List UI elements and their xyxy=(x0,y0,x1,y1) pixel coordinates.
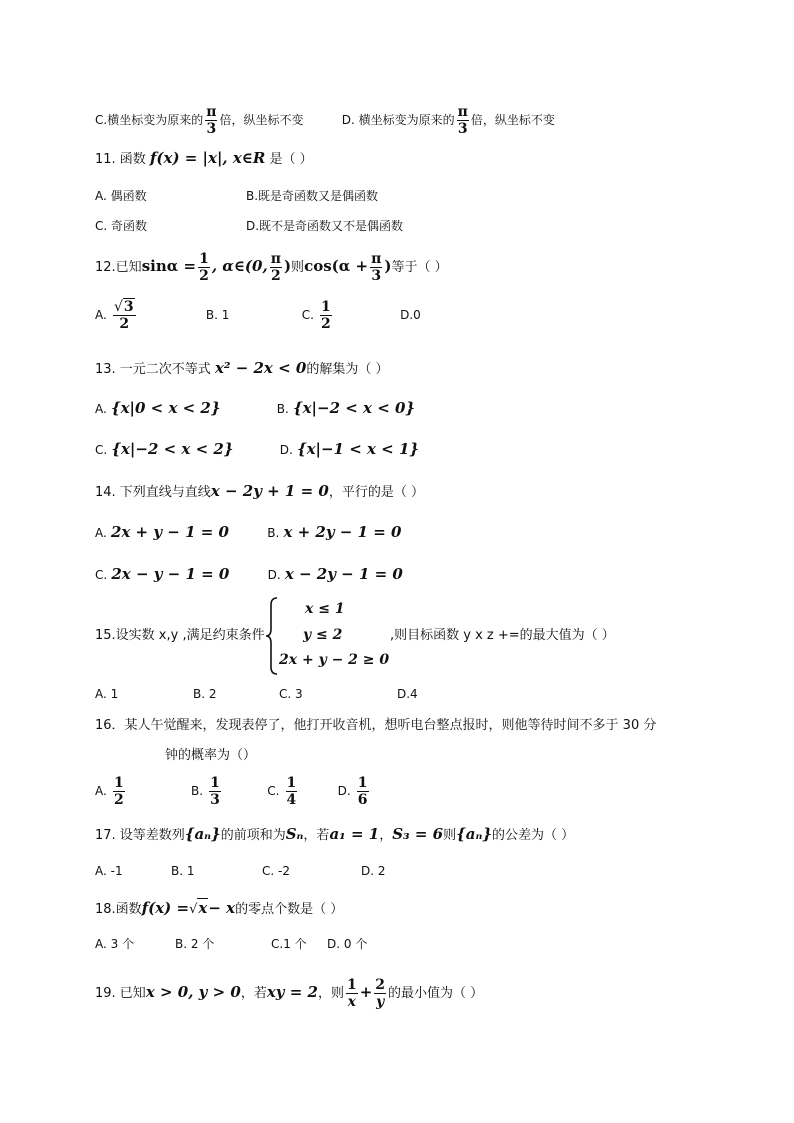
q11-option-b: B.既是奇函数又是偶函数 xyxy=(246,189,379,203)
q12-stem-text: 12.已知 xyxy=(95,260,142,275)
q15-constraint-1: x ≤ 1 xyxy=(305,601,345,617)
q11-stem-tail: 是（ ） xyxy=(269,152,313,167)
q18-option-d: D. 0 个 xyxy=(327,937,368,951)
q15-stem-tail: ,则目标函数 y x z +=的最大值为（ ） xyxy=(390,628,615,643)
q10-option-d-fraction: $\frac{\pi}{3}$ xyxy=(457,104,468,137)
q17-option-a: A. -1 xyxy=(95,864,123,878)
q13-stem-text: 13. 一元二次不等式 xyxy=(95,362,211,377)
q13-options-ab xyxy=(95,398,415,420)
q14-option-c: 2x − y − 1 = 0 xyxy=(111,565,230,583)
q13-stem xyxy=(95,358,388,380)
q12-option-a-label: A. xyxy=(95,308,107,322)
q16-stem-line-1: 16．某人午觉醒来，发现表停了，他打开收音机，想听电台整点报时，则他等待时间不多于 30 分 xyxy=(95,718,657,733)
q14-stem-text: 14. 下列直线与直线 xyxy=(95,485,211,500)
q12-then: 则 xyxy=(291,260,305,275)
q12-sin: sinα = xyxy=(141,257,197,275)
q13-option-d: {x|−1 < x < 1} xyxy=(296,440,420,458)
q14-option-c-label: C. xyxy=(95,568,108,582)
q18-minus-x: − x xyxy=(208,899,236,917)
q15-option-d: D.4 xyxy=(397,687,418,701)
q18-option-c: C.1 个 xyxy=(271,937,307,951)
q13-option-b-label: B. xyxy=(276,402,289,416)
q14-option-a-label: A. xyxy=(95,526,107,540)
q13-option-a: {x|0 < x < 2} xyxy=(110,399,221,417)
q14-options-cd xyxy=(95,564,403,586)
sqrt-icon: √x xyxy=(189,899,208,917)
q18-fx: f(x) = xyxy=(141,899,190,917)
q15-constraint-system xyxy=(265,597,390,675)
q18-stem-text: 18.函数 xyxy=(95,902,142,917)
q17-option-d: D. 2 xyxy=(361,864,386,878)
q15-option-a: A. 1 xyxy=(95,687,119,701)
q17-sn: Sₙ xyxy=(285,825,304,843)
q14-math: x − 2y + 1 = 0 xyxy=(210,482,329,500)
q12-fraction-1: $\frac{1}{2}$ xyxy=(199,251,209,284)
q13-option-b: {x|−2 < x < 0} xyxy=(292,399,416,417)
q14-option-d: x − 2y − 1 = 0 xyxy=(284,565,403,583)
q12-option-c-label: C. xyxy=(301,308,314,322)
q11-math: f(x) = |x|, x∈R xyxy=(149,149,266,167)
q14-stem xyxy=(95,481,424,503)
q16-option-c-fraction: $\frac{1}{4}$ xyxy=(286,775,297,808)
q17-then: 则 xyxy=(443,828,457,843)
q13-option-d-label: D. xyxy=(279,443,293,457)
q13-math: x² − 2x < 0 xyxy=(214,359,307,377)
q13-option-c-label: C. xyxy=(95,443,108,457)
q14-option-a: 2x + y − 1 = 0 xyxy=(110,523,229,541)
q11-stem-text: 11. 函数 xyxy=(95,152,146,167)
q12-stem-tail: 等于（ ） xyxy=(391,260,448,275)
q19-stem-c: ，则 xyxy=(317,986,344,1001)
q19-condition: x > 0, y > 0 xyxy=(145,983,241,1001)
q13-options-cd xyxy=(95,439,419,461)
brace-icon xyxy=(265,597,279,675)
q15-option-b: B. 2 xyxy=(193,687,217,701)
q17-sequence: {aₙ} xyxy=(184,825,221,843)
q12-option-a-fraction: $\frac{√3}{2}$ xyxy=(113,299,134,332)
q19-fraction-1: $\frac{1}{x}$ xyxy=(346,977,357,1010)
q14-stem-tail: ，平行的是（ ） xyxy=(328,485,424,500)
q10-option-c-tail: 倍，纵坐标不变 xyxy=(219,113,304,127)
q11-option-a: A. 偶函数 xyxy=(95,189,147,203)
q17-option-b: B. 1 xyxy=(171,864,195,878)
q19-plus: + xyxy=(359,983,373,1001)
q17-stem-tail: 的公差为（ ） xyxy=(491,828,575,843)
q16-option-a-label: A. xyxy=(95,784,107,798)
q18-stem xyxy=(95,898,343,920)
q17-option-c: C. -2 xyxy=(262,864,290,878)
q15-option-c: C. 3 xyxy=(279,687,303,701)
q11-option-d: D.既不是奇函数又不是偶函数 xyxy=(246,219,404,233)
q16-option-b-label: B. xyxy=(190,784,204,798)
q18-option-a: A. 3 个 xyxy=(95,937,135,951)
q19-xy: xy = 2 xyxy=(266,983,318,1001)
q19-stem xyxy=(95,978,483,1009)
q13-option-c: {x|−2 < x < 2} xyxy=(111,440,234,458)
q12-close-paren-2: ) xyxy=(384,257,392,275)
q15-constraint-3: 2x + y − 2 ≥ 0 xyxy=(279,652,390,668)
q17-stem-c: ，若 xyxy=(303,828,330,843)
q14-option-d-label: D. xyxy=(267,568,281,582)
q11-stem xyxy=(95,148,313,170)
q11-option-c: C. 奇函数 xyxy=(95,219,148,233)
q14-options-ab xyxy=(95,522,401,544)
q19-stem-text: 19. 已知 xyxy=(95,986,146,1001)
q18-option-b: B. 2 个 xyxy=(175,937,215,951)
q16-option-a-fraction: $\frac{1}{2}$ xyxy=(113,775,124,808)
q16-option-b-fraction: $\frac{1}{3}$ xyxy=(210,775,220,808)
q16-option-d-fraction: $\frac{1}{6}$ xyxy=(357,775,368,808)
q15-constraint-2: y ≤ 2 xyxy=(303,627,343,643)
q10-option-c-fraction: $\frac{\pi}{3}$ xyxy=(206,104,217,137)
q12-fraction-3: $\frac{\pi}{3}$ xyxy=(371,251,382,284)
q19-stem-tail: 的最小值为（ ） xyxy=(388,986,484,1001)
q12-cos: cos(α + xyxy=(304,257,369,275)
q10-option-c-text: C.横坐标变为原来的 xyxy=(95,113,204,127)
q12-fraction-2: $\frac{\pi}{2}$ xyxy=(270,251,281,284)
q10-options xyxy=(95,105,555,136)
q12-option-d: D.0 xyxy=(400,308,421,322)
q10-option-d-tail: 倍，纵坐标不变 xyxy=(470,113,555,127)
q12-option-c-fraction: $\frac{1}{2}$ xyxy=(321,299,331,332)
q12-option-b: B. 1 xyxy=(205,308,230,322)
q19-stem-b: ，若 xyxy=(240,986,267,1001)
q13-option-a-label: A. xyxy=(95,402,107,416)
q17-stem-b: 的前项和为 xyxy=(220,828,286,843)
q17-sequence-2: {aₙ} xyxy=(456,825,492,843)
q16-stem-line-2: 钟的概率为（） xyxy=(165,748,257,763)
q12-stem xyxy=(95,252,448,283)
q16-option-d-label: D. xyxy=(337,784,351,798)
q13-stem-tail: 的解集为（ ） xyxy=(306,362,389,377)
q16-option-c-label: C. xyxy=(267,784,280,798)
q12-options xyxy=(95,300,421,331)
q18-stem-tail: 的零点个数是（ ） xyxy=(235,902,344,917)
q15-stem-text: 15.设实数 x,y ,满足约束条件 xyxy=(95,628,265,643)
q10-option-d-text: D. 横坐标变为原来的 xyxy=(341,113,455,127)
q17-a1: a₁ = 1 xyxy=(329,825,380,843)
q17-s3: S₃ = 6 xyxy=(392,825,444,843)
q14-option-b-label: B. xyxy=(267,526,280,540)
q16-options xyxy=(95,776,371,807)
q12-close-paren: ) xyxy=(283,257,292,275)
q14-option-b: x + 2y − 1 = 0 xyxy=(283,523,402,541)
q17-stem-text: 17. 设等差数列 xyxy=(95,828,185,843)
q17-comma: ， xyxy=(379,828,393,843)
q17-stem xyxy=(95,824,574,846)
q19-fraction-2: $\frac{2}{y}$ xyxy=(375,977,386,1010)
q12-interval: , α∈(0, xyxy=(211,257,268,275)
